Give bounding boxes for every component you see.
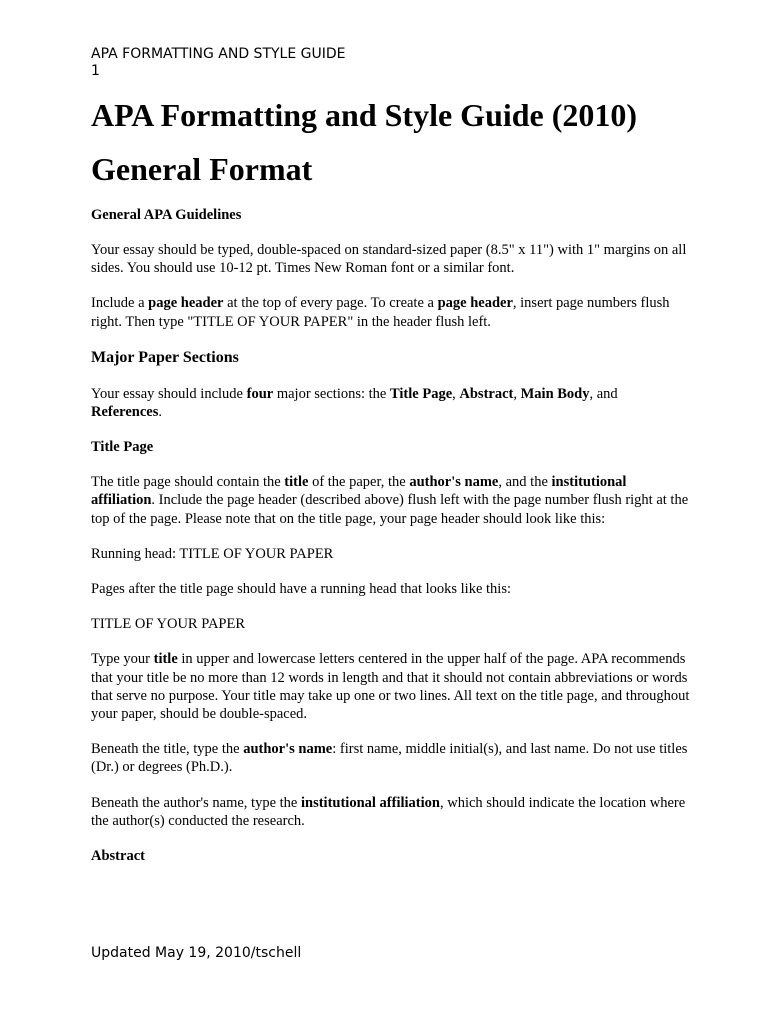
bold-run: institutional affiliation [91, 474, 627, 509]
text-run: , [452, 385, 460, 402]
sections-paragraph [91, 385, 691, 421]
title-page-paragraph-3 [91, 740, 691, 776]
abstract-heading: Abstract [91, 848, 145, 865]
bold-run: author's name [243, 741, 333, 758]
after-title-paragraph: Pages after the title page should have a running head that looks like this: [91, 581, 511, 598]
bold-run: title [153, 651, 178, 668]
bold-run: author's name [409, 474, 499, 491]
text-run: major sections: the [273, 385, 390, 402]
page-footer: Updated May 19, 2010/tschell [91, 945, 302, 961]
bold-run: four [246, 385, 274, 402]
bold-run: title [284, 474, 309, 491]
document-title: APA Formatting and Style Guide (2010) [91, 97, 638, 133]
bold-run: Main Body [520, 385, 590, 402]
title-example: TITLE OF YOUR PAPER [91, 616, 246, 633]
text-run: , which should indicate the location where the author(s) conducted the research. [91, 794, 686, 829]
bold-run: References [91, 404, 159, 421]
title-page-paragraph-2 [91, 650, 691, 723]
page-number: 1 [91, 63, 100, 79]
bold-run: Abstract [459, 385, 514, 402]
sections-heading: Major Paper Sections [91, 348, 239, 366]
text-run: in upper and lowercase letters centered in the upper half of the page. APA recommends that your title be no more than 12 words in length and that it should not contain abbreviations or words that serve no purpose. Your title may take up one or two lines. All text on the title page, and throughout your paper, should be double-spaced. [91, 651, 690, 723]
text-run: at the top of every page. To create a [223, 295, 438, 312]
running-title: APA FORMATTING AND STYLE GUIDE [91, 46, 346, 62]
guidelines-paragraph-1: Your essay should be typed, double-spaced on standard-sized paper (8.5" x 11") with 1" margins on all sides. You should use 10-12 pt. Times New Roman font or a similar font. [91, 242, 687, 277]
text-run: Beneath the title, type the [91, 741, 244, 758]
text-run: Include a [91, 295, 149, 312]
title-page-paragraph-1 [91, 473, 691, 528]
text-run: , [513, 385, 521, 402]
text-run: Your essay should include [91, 385, 247, 402]
bold-run: page header [148, 295, 224, 312]
document-body [91, 96, 691, 865]
text-run: . [158, 404, 162, 421]
guidelines-paragraph-2 [91, 294, 691, 330]
document-subtitle: General Format [91, 151, 313, 187]
bold-run: Title Page [389, 385, 453, 402]
text-run: , and [589, 385, 618, 402]
guidelines-heading: General APA Guidelines [91, 207, 242, 223]
text-run: The title page should contain the [91, 474, 285, 491]
text-run: : first name, middle initial(s), and last name. Do not use titles (Dr.) or degrees (Ph.D.). [91, 741, 688, 776]
title-page-paragraph-4 [91, 794, 691, 830]
bold-run: institutional affiliation [300, 794, 440, 811]
text-run: Beneath the author's name, type the [91, 794, 301, 811]
page-header [91, 46, 346, 80]
text-run: , and the [498, 474, 552, 491]
text-run: of the paper, the [308, 474, 410, 491]
text-run: . Include the page header (described above) flush left with the page number flush right at the top of the page. Please note that on the title page, your page header should look like this: [91, 492, 689, 527]
text-run: , insert page numbers flush right. Then type "TITLE OF YOUR PAPER" in the header flush left. [91, 295, 670, 330]
title-page-heading: Title Page [91, 439, 154, 456]
running-head-example: Running head: TITLE OF YOUR PAPER [91, 545, 334, 562]
text-run: Type your [91, 651, 154, 668]
bold-run: page header [437, 295, 513, 312]
